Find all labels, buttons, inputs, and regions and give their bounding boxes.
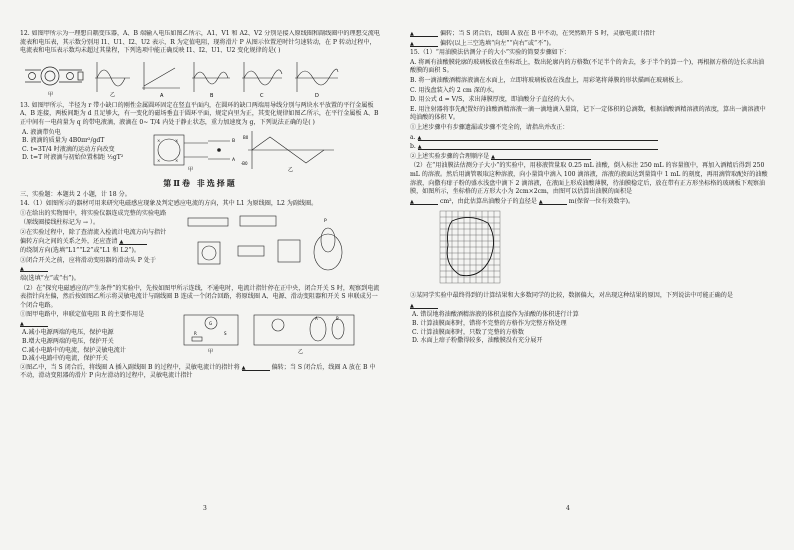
line-b-label: b. bbox=[410, 143, 416, 151]
q14-s2-blank[interactable] bbox=[119, 238, 147, 245]
q15-line-b bbox=[410, 143, 770, 152]
q14-part2-body bbox=[20, 311, 380, 364]
q15-part2b: cm²，由此估算出油酸分子的直径是 bbox=[439, 197, 537, 205]
cont-text-2: 偏转(以上三空选填“向左”“向右”或“不”)。 bbox=[439, 39, 555, 47]
q13-options bbox=[20, 129, 140, 163]
cont-text: 偏转；当 S 闭合后，线圈 A 放在 B 中不动，在突然断开 S 时，灵敏电流计指针 bbox=[439, 30, 656, 37]
fig-label-yi: 乙 bbox=[110, 91, 116, 98]
q14-s3-line bbox=[20, 257, 170, 274]
q14-p2-option-d: D.减小电路中的电流，保护开关 bbox=[22, 355, 108, 363]
page-number-right: 4 bbox=[566, 505, 570, 512]
blank-mark: ▲ bbox=[491, 153, 496, 160]
galvanometer bbox=[198, 242, 220, 264]
coil-l1 bbox=[321, 228, 335, 252]
q13-option-a: A. 液滴带负电 bbox=[22, 128, 61, 136]
fig-label-p: P bbox=[324, 218, 327, 224]
option-a-label: A bbox=[160, 92, 164, 99]
q15-line-a bbox=[410, 134, 770, 143]
q15-compare: ③某同学实验中最终得到的计算结果和大多数同学的比较，数据偏大，对出现这种结果的原因，下列说法中可能正确的是 bbox=[410, 292, 733, 300]
blank-mark: ▲ bbox=[241, 364, 246, 371]
oil-film-outline bbox=[447, 218, 493, 276]
oil-film-grid bbox=[410, 209, 530, 289]
q14-s3-blank[interactable] bbox=[20, 265, 48, 272]
q14-s1b: （原线圈接线柱标记为 → ）。 bbox=[20, 219, 100, 227]
q14-s3b: 端(选填“左”或“右”)。 bbox=[20, 274, 80, 282]
option-b-label: B bbox=[210, 92, 214, 99]
rheostat bbox=[188, 218, 228, 226]
plate-label-a: A bbox=[232, 157, 236, 163]
q14-part2: （2）在“探究电磁感应的产生条件”的实验中，先按如图甲所示连线，不通电时，电流计指针停在正中央，闭合开关 S 时，观察到电流表指针向左偏，然后按如图乙所示将灵敏电流计与副线圈 B 连成一个闭合回路，将原线圈 A、电源、滑动变阻器和开关 S 串联成另一个闭合电路。 bbox=[20, 284, 380, 309]
continue-line bbox=[410, 30, 770, 39]
field-crosses bbox=[157, 138, 178, 163]
fig-label-s: S bbox=[224, 331, 227, 337]
plate-label-b: B bbox=[232, 138, 236, 144]
q14-s3: ③闭合开关之前，应将滑动变阻器的滑动头 P 处于 bbox=[20, 256, 156, 264]
blank-mark: ▲ bbox=[410, 302, 414, 309]
graph-label-b0: B0 bbox=[243, 134, 249, 140]
area-blank[interactable] bbox=[410, 198, 438, 205]
q15-order: ②上述实验步骤的合理顺序是 bbox=[410, 152, 490, 160]
b-t-graph bbox=[248, 131, 334, 169]
fig-label-b: B bbox=[336, 316, 339, 322]
svg-text:×: × bbox=[157, 137, 161, 143]
q15-compare-option-a: A. 错误地将油酸酒精溶液的体积直接作为油酸的体积进行计算 bbox=[412, 311, 579, 319]
blank-mark: ▲ bbox=[410, 198, 414, 205]
blank-mark: ▲ bbox=[119, 238, 124, 245]
section-note: 三、实验题：本题共 2 小题，计 18 分。 bbox=[20, 190, 131, 198]
fig-label-yi2: 乙 bbox=[298, 349, 304, 356]
q13-option-b: B. 液滴的质量为 4B0πr²/gdT bbox=[22, 137, 105, 145]
q14-s2b: 的绕制方向(选填“L1”“L2”或“L1 和 L2”)。 bbox=[20, 247, 140, 255]
q15-intro: 15.（1）“用油膜法估测分子的大小”实验的简要步骤如下： bbox=[410, 49, 570, 57]
compare-blank[interactable] bbox=[410, 302, 438, 309]
option-a-graph bbox=[142, 62, 180, 90]
option-b-graph bbox=[192, 62, 230, 92]
option-d-graph bbox=[295, 62, 338, 92]
q13-option-d: D. t=T 时液滴与初始位置相距 ½gT² bbox=[22, 154, 124, 162]
q14-part2-figures bbox=[178, 311, 368, 355]
blank-mark: ▲ bbox=[417, 144, 422, 151]
q14-p2q1: ①图甲电路中，串联定值电阻 R 的主要作用是 bbox=[20, 311, 145, 319]
q15-step-d: D. 用公式 d = V/S，求出薄膜厚度，即油酸分子直径的大小。 bbox=[410, 96, 579, 104]
q15-compare-option-c: C. 计算油膜面积时，只数了完整的方格数 bbox=[412, 328, 524, 336]
q15-err: ①上述步骤中有步骤遗漏或步骤不完全的，请指出并改正： bbox=[410, 123, 569, 131]
page-number-left: 3 bbox=[203, 505, 207, 512]
diameter-blank[interactable] bbox=[539, 198, 567, 205]
q15-step-c: C. 用浅盘装入约 2 cm 深的水。 bbox=[410, 86, 499, 94]
q15-part2: （2）在“用油膜法估测分子大小”的实验中，用移液管量取 0.25 mL 油酸，倒入标注 250 mL 的容量瓶中，再加入酒精后得到 250 mL 的溶液。然后用滴管吸取这种溶液，向小量筒中滴入 100 滴溶液，溶液的液面达到量筒中 1 mL 的刻度，再用滴管取配好的油酸溶液，向撒有痱子粉的盛水浅盘中滴下 2 滴溶液，在液面上形成油酸薄膜，待油膜稳定后，放在带有正方形坐标格的玻璃板下观察油膜，如图所示，坐标格的正方形大小为 2cm×2cm，由图可以估算出油膜的面积是 bbox=[410, 162, 768, 196]
meter-box bbox=[278, 240, 300, 262]
q14-intro: 14.（1）如图所示的器材可用来研究电磁感应现象及判定感应电流的方向，其中 L1 为原线圈，L2 为副线圈。 bbox=[20, 200, 318, 208]
q15-order-blank[interactable] bbox=[491, 153, 591, 160]
q14-p2-option-b: B.增大电源两端的电压，保护开关 bbox=[22, 338, 114, 346]
q13-fig-label-yi: 乙 bbox=[288, 166, 294, 173]
q13-text: 13. 如图甲所示，半径为 r 带小缺口的刚性金属圆环固定在竖直平面内，在圆环的缺口两端用导线分别与两块水平放置的平行金属板 A、B 连接，两板间距为 d 且足够大，有一变化的磁场垂直于圆环平面，规定向里为正，其变化规律如图乙所示，在平行金属板 A、B 正中间有一电荷量为 q 的带电液滴，液滴在 0~ T/4 内处于静止状态，重力加速度为 g，下列说法正确的是( ) bbox=[20, 101, 379, 126]
cont-blank-1[interactable] bbox=[410, 30, 438, 37]
q14-p2q2-line bbox=[20, 364, 380, 381]
fig-label-a: A bbox=[315, 316, 318, 322]
svg-text:×: × bbox=[175, 157, 179, 163]
right-page bbox=[410, 30, 770, 525]
q14-p2q2b: 偏转；当 S 闭合后，线圈 A 放在 B 中不动，滑动变阻器的滑片 P 向左滑动的过程中，灵敏电流计指针 bbox=[20, 363, 376, 380]
q13-body bbox=[20, 129, 380, 173]
fig-label-g: G bbox=[209, 321, 213, 327]
q14-s2-line bbox=[20, 229, 170, 246]
q15-compare-option-d: D. 水面上痱子粉撒得较多，油酸膜没有充分展开 bbox=[412, 337, 543, 345]
battery bbox=[240, 216, 276, 226]
q14-part1 bbox=[20, 210, 380, 285]
q14-s2: ②在实验过程中，除了查清流入检流计电流方向与指针偏转方向之间的关系之外，还应查清 bbox=[20, 228, 167, 245]
q15-step-a: A. 将画有油酸膜轮廓的玻璃板放在坐标纸上，数出轮廓内的方格数(不足半个的舍去，多于半个的算一个)，再根据方格的边长求出油酸膜的面积 S。 bbox=[410, 58, 765, 75]
ring-plates-diagram bbox=[154, 135, 230, 165]
q14-p2-option-c: C.减小电路中的电流，保护灵敏电流计 bbox=[22, 346, 126, 354]
blank-mark: ▲ bbox=[410, 40, 414, 47]
blank-mark: ▲ bbox=[410, 31, 414, 37]
q14-apparatus-figure bbox=[178, 210, 368, 280]
q13-option-c: C. t=3T/4 时液滴的运动方向改变 bbox=[22, 145, 115, 153]
q13-figures bbox=[148, 129, 338, 173]
option-c-label: C bbox=[260, 92, 264, 99]
q15-part2-line bbox=[410, 198, 770, 207]
q15-step-b: B. 将一滴油酸酒精溶液滴在水面上，立即将玻璃板放在浅盘上，用彩笔将薄膜的形状描画在玻璃板上。 bbox=[410, 76, 687, 84]
option-c-graph bbox=[242, 62, 282, 92]
q14-p2q1-line bbox=[20, 311, 170, 328]
option-d-label: D bbox=[315, 92, 319, 99]
q14-part1-text bbox=[20, 210, 170, 285]
q15-compare-blank-line bbox=[410, 302, 770, 311]
q14-p2q2-blank[interactable] bbox=[242, 364, 270, 371]
line-a-label: a. bbox=[410, 133, 416, 141]
blank-mark: ▲ bbox=[417, 134, 422, 141]
blank-mark: ▲ bbox=[20, 320, 24, 327]
fig-label-r: R bbox=[194, 331, 197, 337]
fig-label-jia2: 甲 bbox=[208, 349, 214, 356]
left-page bbox=[20, 30, 380, 525]
line-a-blank[interactable] bbox=[418, 134, 658, 141]
input-waveform bbox=[95, 62, 130, 92]
q14-part2-opts bbox=[20, 311, 170, 364]
blank-mark: ▲ bbox=[538, 198, 543, 205]
continue-line-2 bbox=[410, 40, 770, 49]
switch bbox=[238, 246, 264, 256]
cont-blank-2[interactable] bbox=[410, 40, 438, 47]
svg-text:×: × bbox=[157, 157, 161, 163]
blank-mark: ▲ bbox=[20, 266, 24, 273]
transformer-diagram bbox=[25, 67, 83, 85]
q14-s1a: ①在给出的实物图中，将实验仪器连成完整的实验电路 bbox=[20, 209, 167, 217]
section-title: 第Ⅱ卷 非选择题 bbox=[163, 177, 237, 188]
q12-text: 12. 如图甲所示为一理想自耦变压器，A、B 端输入电压如图乙所示，A1、V1 和 A2、V2 分别是接入原线圈和副线圈中的理想交流电流表和电压表，其示数分别用 I1、U1、I2、U2 表示，R 为定值电阻，现将滑片 P 从图示位置逆时针匀速转动，在 P 转动过程中，电流表和电压表示数均未超过其量程，下列选项中能正确反映 I1、I2、U1、U2 变化规律的是( ) bbox=[20, 30, 380, 55]
q13-fig-label-jia: 甲 bbox=[188, 166, 194, 173]
fig-label-jia: 甲 bbox=[48, 91, 54, 98]
q14-p2q2: ②图乙中，当 S 闭合后，将线圈 A 插入副线圈 B 的过程中，灵敏电流计的指针将 bbox=[20, 363, 240, 371]
q15-compare-option-b: B. 计算油膜面积时，错将不完整的方格作为完整方格处理 bbox=[412, 320, 567, 328]
q12-figures bbox=[20, 58, 350, 100]
line-b-blank[interactable] bbox=[418, 143, 658, 150]
q15-part2c: m(保留一位有效数字)。 bbox=[568, 197, 635, 205]
svg-text:×: × bbox=[175, 137, 179, 143]
q14-p2q1-blank[interactable] bbox=[20, 320, 48, 327]
q14-p2-option-a: A.减小电源两端的电压，保护电源 bbox=[22, 329, 114, 337]
graph-label-neg-b0: -B0 bbox=[241, 160, 248, 166]
q15-order-line bbox=[410, 153, 770, 162]
q15-step-e: E. 用注射器将事先配置好的油酸酒精溶液一滴一滴地滴入量筒，记下一定体积的总滴数，根据油酸酒精溶液的浓度，算出一滴溶液中纯油酸的体积 V。 bbox=[410, 105, 766, 122]
